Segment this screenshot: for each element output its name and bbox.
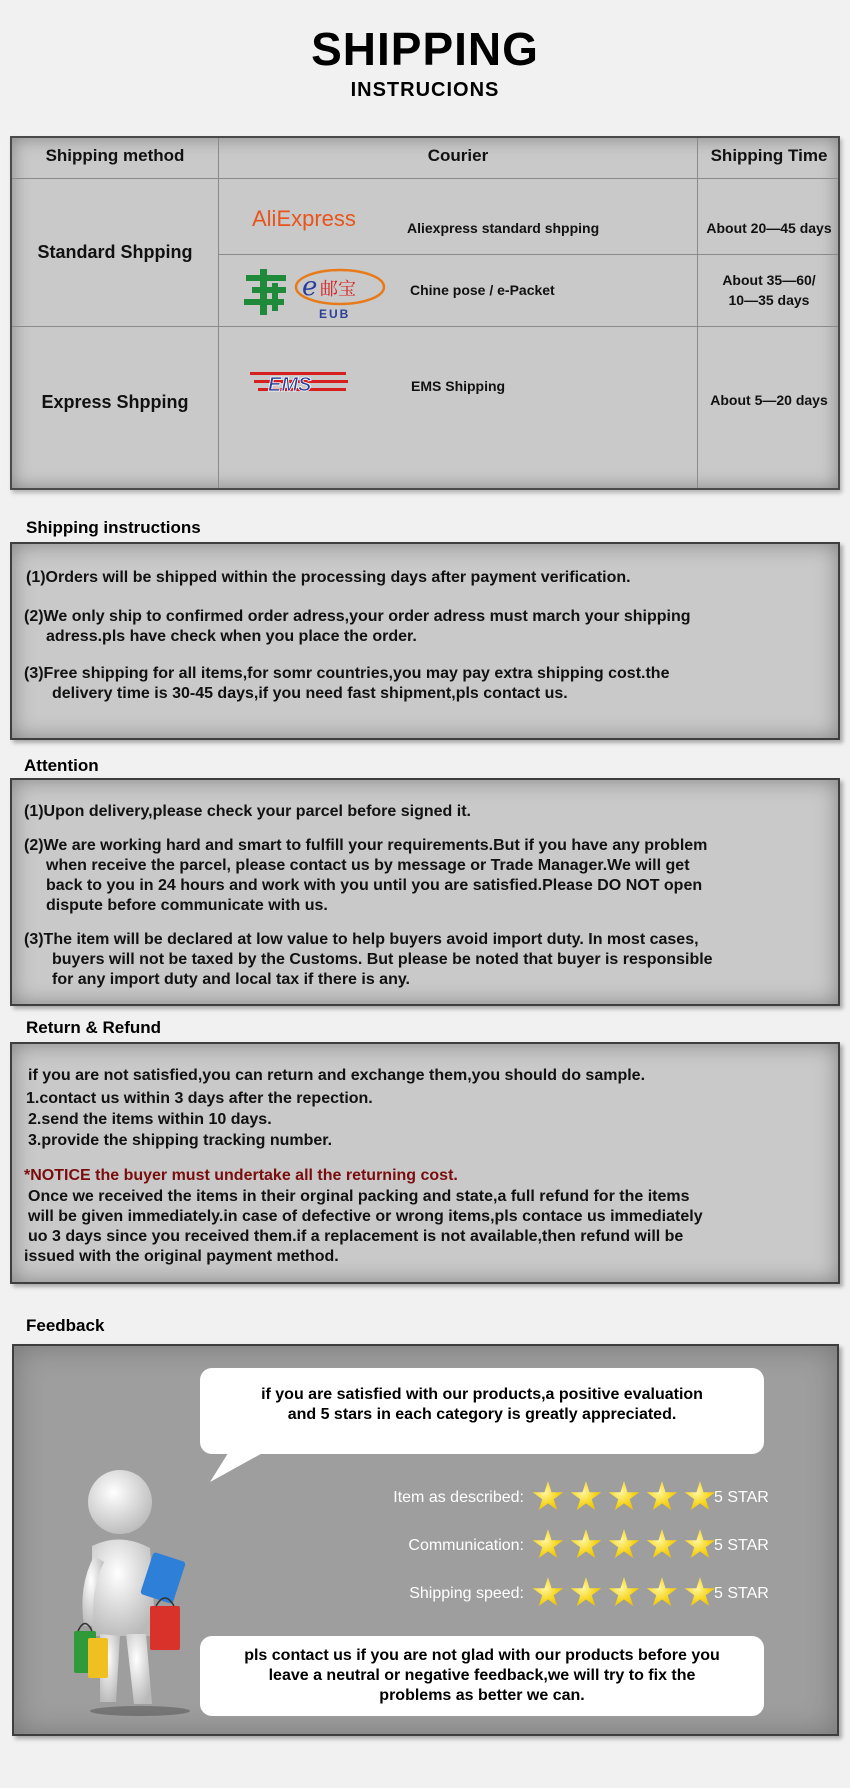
rating-label-item-described: Item as described: — [393, 1489, 524, 1506]
attention-item-2: (2)We are working hard and smart to fulfill your requirements.But if you have any problem — [24, 837, 708, 854]
column-header-time: Shipping Time — [710, 146, 828, 165]
column-header-courier: Courier — [427, 146, 489, 165]
china-post-eub-logo — [242, 265, 392, 321]
rating-stars-communication — [532, 1529, 716, 1561]
star-icon — [646, 1529, 678, 1561]
courier-aliexpress-name: Aliexpress standard shpping — [407, 220, 600, 236]
courier-epacket-name: Chine pose / e-Packet — [410, 282, 555, 298]
return-step-3: 3.provide the shipping tracking number. — [28, 1132, 333, 1149]
attention-item-2-line4: dispute before communicate with us. — [46, 897, 328, 914]
svg-text:EMS: EMS — [268, 374, 312, 396]
shipping-instruction-3: (3)Free shipping for all items,for somr countries,you may pay extra shipping cost.the — [24, 665, 670, 682]
return-refund-box — [10, 1042, 840, 1284]
page-title: SHIPPING — [311, 23, 539, 75]
feedback-top-line2: and 5 stars in each category is greatly appreciated. — [287, 1406, 677, 1423]
return-detail-4: issued with the original payment method. — [24, 1248, 339, 1265]
rating-label-communication: Communication: — [408, 1537, 524, 1554]
star-icon — [570, 1577, 602, 1609]
attention-item-3-line3: for any import duty and local tax if there is any. — [52, 971, 410, 988]
time-ems: About 5—20 days — [710, 392, 828, 408]
feedback-bottom-bubble — [200, 1636, 764, 1716]
time-epacket-line2: 10—35 days — [728, 292, 810, 308]
feedback-panel — [12, 1344, 839, 1736]
shipping-instruction-1: (1)Orders will be shipped within the processing days after payment verification. — [26, 569, 631, 586]
shipping-instruction-2: (2)We only ship to confirmed order adress,your order adress must march your shipping — [24, 608, 691, 625]
star-icon — [608, 1481, 640, 1513]
column-header-method: Shipping method — [45, 146, 185, 165]
time-epacket-line1: About 35—60/ — [722, 272, 816, 288]
star-icon — [646, 1481, 678, 1513]
shipping-instructions-box — [10, 542, 840, 740]
section-label-feedback: Feedback — [26, 1316, 105, 1335]
method-express: Express Shpping — [41, 392, 189, 412]
feedback-bottom-line1: pls contact us if you are not glad with our products before you — [244, 1647, 720, 1664]
attention-item-2-line3: back to you in 24 hours and work with you until you are satisfied.Please DO NOT open — [46, 877, 703, 894]
attention-item-3: (3)The item will be declared at low value to help buyers avoid import duty. In most cases, — [24, 931, 699, 948]
rating-stars-shipping-speed — [532, 1577, 716, 1609]
star-icon — [684, 1529, 716, 1561]
method-standard: Standard Shpping — [37, 242, 193, 262]
rating-value-shipping-speed: 5 STAR — [714, 1585, 769, 1602]
star-icon — [646, 1577, 678, 1609]
speech-bubble-tail-icon — [210, 1450, 270, 1484]
feedback-bottom-line3: problems as better we can. — [379, 1687, 585, 1704]
svg-text:EUB: EUB — [319, 307, 351, 321]
svg-text:邮宝: 邮宝 — [320, 279, 356, 300]
star-icon — [684, 1577, 716, 1609]
rating-stars-item-described — [532, 1481, 716, 1513]
return-detail-2: will be given immediately.in case of defective or wrong items,pls contace us immediately — [28, 1208, 703, 1225]
return-notice: *NOTICE the buyer must undertake all the returning cost. — [24, 1167, 458, 1184]
section-label-return-refund: Return & Refund — [26, 1018, 162, 1037]
star-icon — [684, 1481, 716, 1513]
star-icon — [532, 1529, 564, 1561]
feedback-bottom-line2: leave a neutral or negative feedback,we will try to fix the — [268, 1667, 696, 1684]
return-intro: if you are not satisfied,you can return and exchange them,you should do sample. — [28, 1067, 646, 1084]
rating-label-shipping-speed: Shipping speed: — [409, 1585, 524, 1602]
return-step-1: 1.contact us within 3 days after the repection. — [26, 1090, 373, 1107]
star-icon — [532, 1577, 564, 1609]
return-detail-1: Once we received the items in their orginal packing and state,a full refund for the items — [28, 1188, 690, 1205]
section-label-shipping-instructions: Shipping instructions — [26, 518, 201, 537]
attention-item-3-line2: buyers will not be taxed by the Customs. But please be noted that buyer is responsible — [52, 951, 713, 968]
attention-box — [10, 778, 840, 1006]
return-step-2: 2.send the items within 10 days. — [28, 1111, 272, 1128]
star-icon — [608, 1529, 640, 1561]
star-icon — [608, 1577, 640, 1609]
star-icon — [570, 1529, 602, 1561]
rating-value-item-described: 5 STAR — [714, 1489, 769, 1506]
attention-item-2-line2: when receive the parcel, please contact us by message or Trade Manager.We will get — [46, 857, 690, 874]
time-aliexpress: About 20—45 days — [706, 220, 832, 236]
star-icon — [570, 1481, 602, 1513]
shipping-method-table — [10, 136, 840, 490]
feedback-top-line1: if you are satisfied with our products,a positive evaluation — [261, 1386, 703, 1403]
page-subtitle: INSTRUCIONS — [350, 79, 500, 101]
aliexpress-logo: AliExpress — [252, 206, 356, 231]
return-detail-3: uo 3 days since you received them.if a replacement is not available,then refund will be — [28, 1228, 684, 1245]
ems-logo — [250, 370, 360, 396]
svg-text:e: e — [302, 272, 318, 302]
courier-ems-name: EMS Shipping — [411, 378, 506, 394]
section-label-attention: Attention — [24, 756, 99, 775]
attention-item-1: (1)Upon delivery,please check your parcel before signed it. — [24, 803, 471, 820]
shipping-instruction-3-cont: delivery time is 30-45 days,if you need fast shipment,pls contact us. — [52, 685, 568, 702]
shipping-instruction-2-cont: adress.pls have check when you place the order. — [46, 628, 417, 645]
feedback-top-bubble — [200, 1368, 764, 1454]
person-with-shopping-bags-icon — [70, 1466, 210, 1716]
star-icon — [532, 1481, 564, 1513]
rating-value-communication: 5 STAR — [714, 1537, 769, 1554]
